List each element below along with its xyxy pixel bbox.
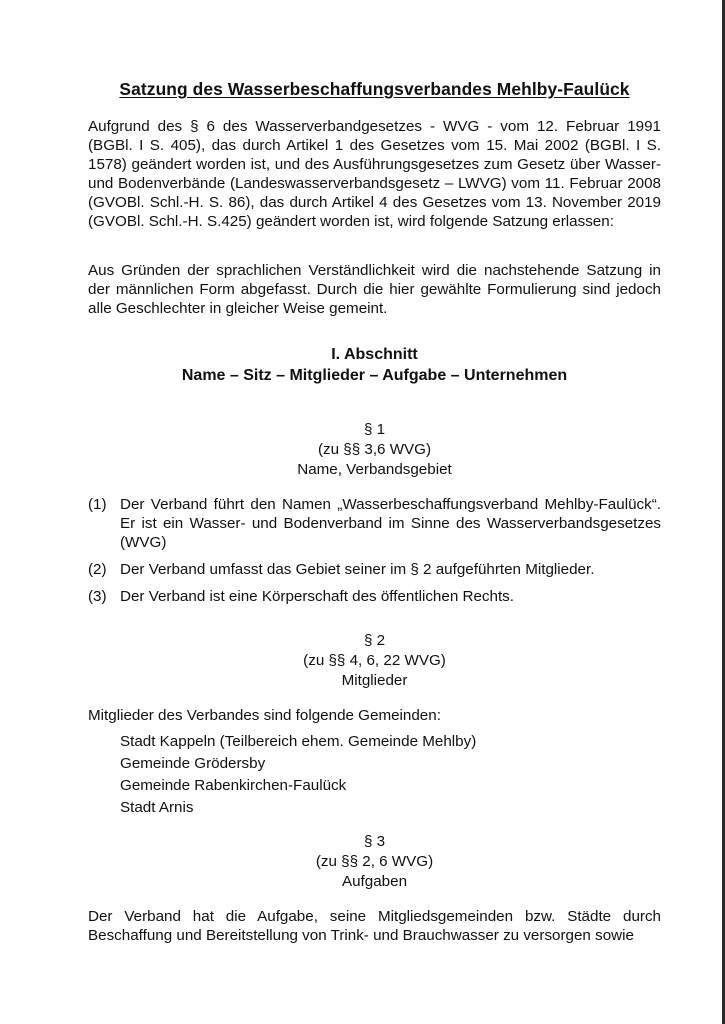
paragraph-1-items [88,495,661,606]
paragraph-3-heading [88,832,661,892]
members-intro: Mitglieder des Verbandes sind folgende Gemeinden: [88,707,441,724]
list-item [88,495,661,552]
paragraph-2-number: § 2 [363,632,386,649]
paragraph-3-number: § 3 [363,833,386,850]
section-heading [88,344,661,386]
members-list [120,731,661,819]
section-name: Name – Sitz – Mitglieder – Aufgabe – Unternehmen [181,367,568,384]
section-number: I. Abschnitt [331,346,418,363]
gender-notice-paragraph: Aus Gründen der sprachlichen Verständlichkeit wird die nachstehende Satzung in der männlichen Form abgefasst. Durch die hier gewählte Formulierung sind jedoch alle Geschlechter in gleicher Weise gemeint. [88,262,661,317]
member-item: Gemeinde Grödersby [120,755,266,772]
paragraph-1-reference: (zu §§ 3,6 WVG) [317,441,432,458]
paragraph-1-title: Name, Verbandsgebiet [297,461,452,478]
paragraph-3-reference: (zu §§ 2, 6 WVG) [315,853,434,870]
paragraph-1-number: § 1 [363,421,386,438]
list-item [88,560,661,579]
item-number: (3) [88,588,107,605]
item-number: (1) [88,496,107,513]
preamble-paragraph: Aufgrund des § 6 des Wasserverbandgesetzes - WVG - vom 12. Februar 1991 (BGBl. I S. 405), das durch Artikel 1 des Gesetzes vom 15. Mai 2002 (BGBl. I S. 1578) geändert worden ist, und des Ausführungsgesetzes zum Gesetz über Wasser- und Bodenverbände (Landeswasserverbandsgesetz – LWVG) vom 11. Februar 2008 (GVOBl. Schl.-H. S. 86), das durch Artikel 4 des Gesetzes vom 13. November 2019 (GVOBl. Schl.-H. S.425) geändert worden ist, wird folgende Satzung erlassen: [88,118,661,230]
item-number: (2) [88,561,107,578]
tasks-paragraph: Der Verband hat die Aufgabe, seine Mitgliedsgemeinden bzw. Städte durch Beschaffung und Bereitstellung von Trink- und Brauchwasser zu versorgen sowie [88,908,661,944]
paragraph-2-title: Mitglieder [341,672,408,689]
list-item [88,587,661,606]
member-item: Gemeinde Rabenkirchen-Faulück [120,777,347,794]
paragraph-3-title: Aufgaben [341,873,408,890]
item-text: Der Verband führt den Namen „Wasserbeschaffungsverband Mehlby-Faulück“. Er ist ein Wasser- und Bodenverband im Sinne des Wasserverbandsgesetzes (WVG) [120,496,661,551]
document-title: Satzung des Wasserbeschaffungsverbandes Mehlby-Faulück [119,79,630,99]
document-content [88,79,661,945]
paragraph-1-heading [88,420,661,480]
member-item: Stadt Arnis [120,799,194,816]
member-item: Stadt Kappeln (Teilbereich ehem. Gemeinde Mehlby) [120,733,477,750]
item-text: Der Verband umfasst das Gebiet seiner im § 2 aufgeführten Mitglieder. [120,561,595,578]
paragraph-2-heading [88,631,661,691]
paragraph-2-reference: (zu §§ 4, 6, 22 WVG) [303,652,446,669]
item-text: Der Verband ist eine Körperschaft des öffentlichen Rechts. [120,588,514,605]
